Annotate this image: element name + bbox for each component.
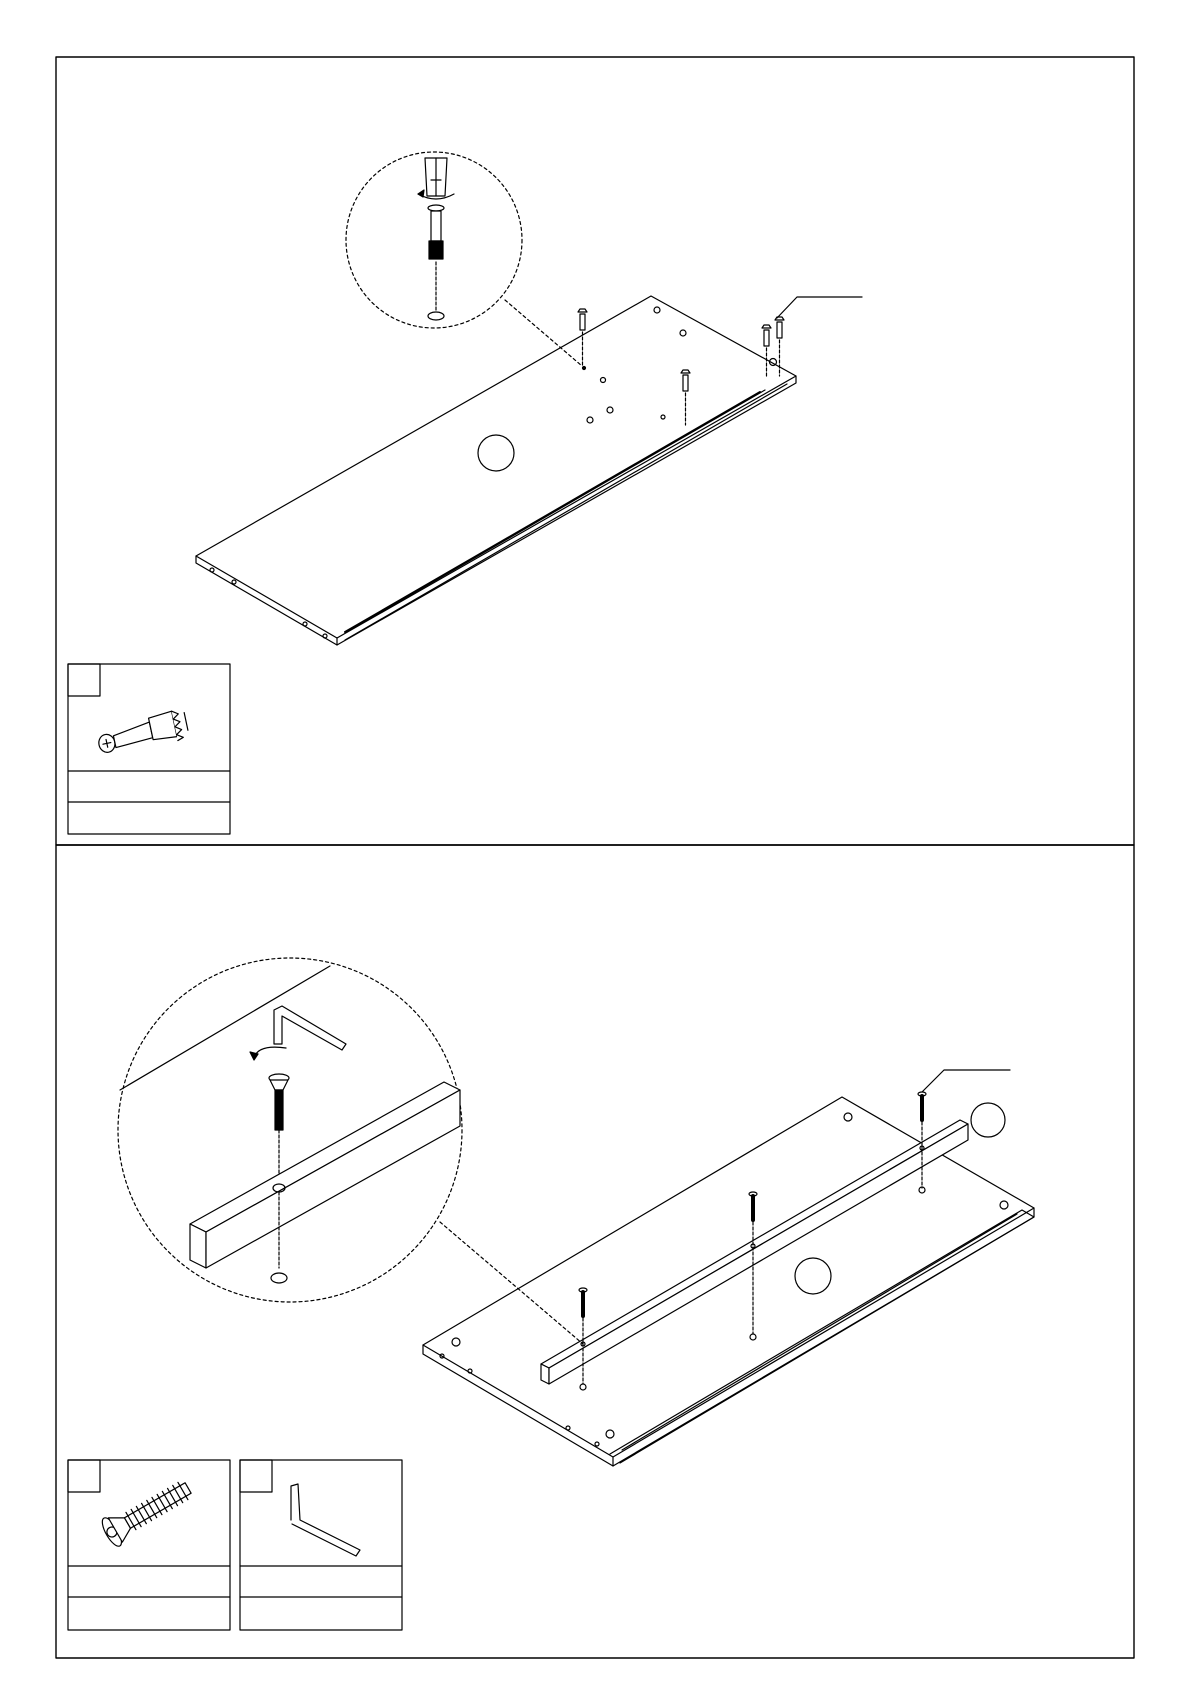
hex-key-icon xyxy=(291,1484,360,1556)
cam-bolt-icon xyxy=(95,709,189,757)
parts-box-cam-bolt xyxy=(68,664,230,834)
part-number-circle xyxy=(971,1103,1005,1137)
detail-view xyxy=(118,958,583,1344)
countersunk-screw-icon xyxy=(99,1474,196,1549)
step-1-panel xyxy=(196,296,796,645)
callout-leader xyxy=(777,297,862,318)
parts-box-screw xyxy=(68,1460,230,1630)
detail-view xyxy=(346,152,582,366)
screwdriver-icon xyxy=(425,158,447,196)
callout-leader xyxy=(922,1070,1010,1092)
parts-box-hex-key xyxy=(240,1460,402,1630)
hex-key-icon xyxy=(274,1006,346,1050)
